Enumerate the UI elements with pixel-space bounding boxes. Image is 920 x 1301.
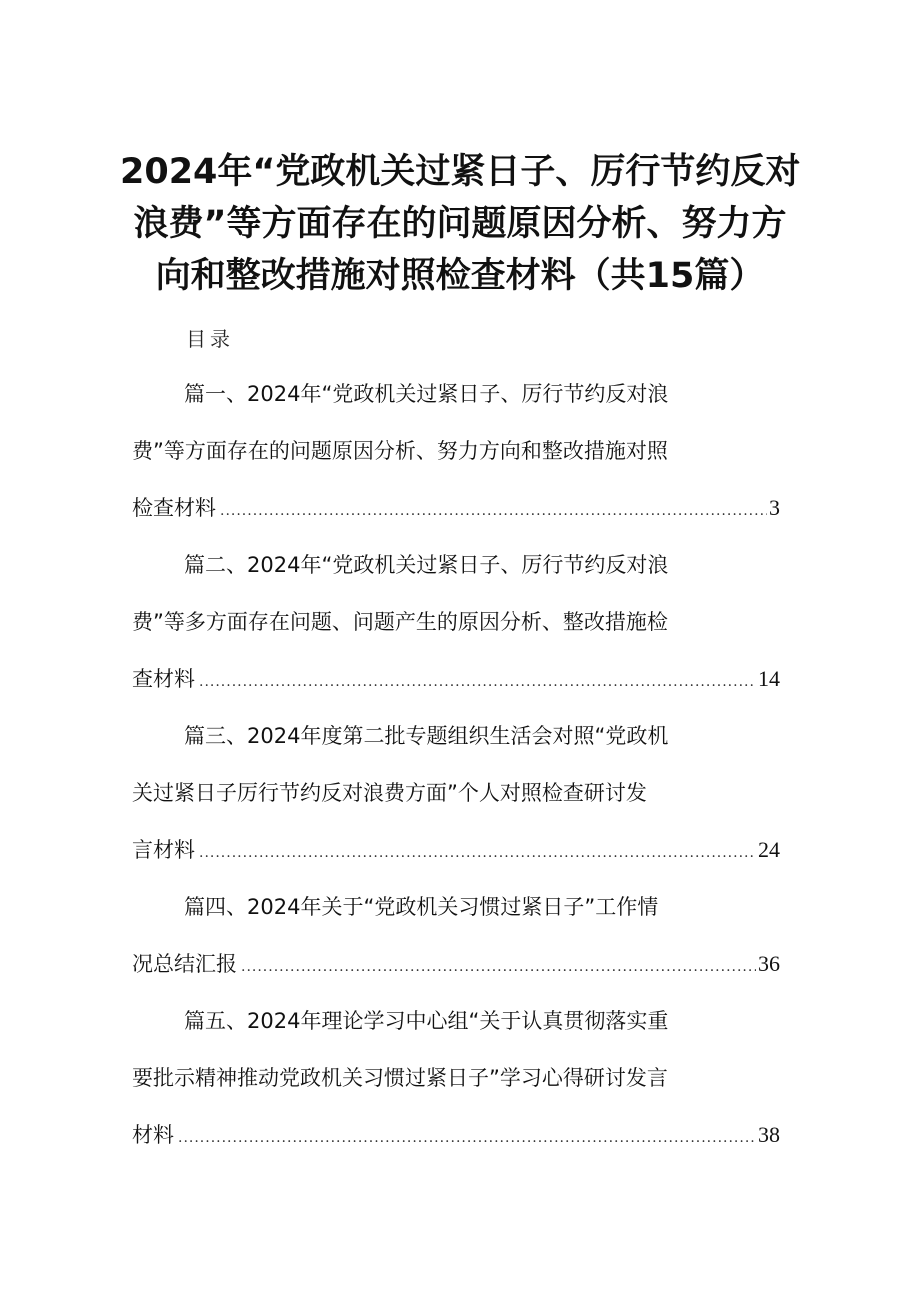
title-line-3: 向和整改措施对照检查材料（共15篇） xyxy=(155,256,765,296)
dot-leader xyxy=(178,1114,756,1162)
toc-entry-text: 检查材料 xyxy=(132,496,216,520)
toc-entry-text: 篇五、2024年理论学习中心组“关于认真贯彻落实重 xyxy=(184,1009,669,1033)
toc-entry-5[interactable] xyxy=(132,997,780,1168)
dot-leader xyxy=(199,829,756,877)
toc-entry-last-line xyxy=(132,940,780,997)
toc-entry-last-line xyxy=(132,484,780,541)
toc-entry-text: 材料 xyxy=(132,1123,174,1147)
dot-leader xyxy=(241,943,756,991)
toc-entry-text: 篇一、2024年“党政机关过紧日子、厉行节约反对浪 xyxy=(184,382,669,406)
toc-entry-text: 费”等多方面存在问题、问题产生的原因分析、整改措施检 xyxy=(132,610,668,634)
toc-page-number: 36 xyxy=(758,951,780,976)
toc-heading: 目录 xyxy=(186,327,234,351)
toc-entry-text: 关过紧日子厉行节约反对浪费方面”个人对照检查研讨发 xyxy=(132,781,647,805)
title-line-1: 2024年“党政机关过紧日子、厉行节约反对 xyxy=(120,152,801,192)
dot-leader xyxy=(220,487,767,535)
toc-entry-text: 费”等方面存在的问题原因分析、努力方向和整改措施对照 xyxy=(132,439,668,463)
toc-entry-text: 篇四、2024年关于“党政机关习惯过紧日子”工作情 xyxy=(184,895,659,919)
document-title xyxy=(120,146,800,302)
toc-entry-last-line xyxy=(132,1111,780,1168)
toc-page-number: 24 xyxy=(758,837,780,862)
toc-entry-3[interactable] xyxy=(132,712,780,883)
toc-entry-text: 篇二、2024年“党政机关过紧日子、厉行节约反对浪 xyxy=(184,553,669,577)
table-of-contents xyxy=(132,370,780,1168)
toc-entry-text: 要批示精神推动党政机关习惯过紧日子”学习心得研讨发言 xyxy=(132,1066,668,1090)
toc-entry-last-line xyxy=(132,826,780,883)
dot-leader xyxy=(199,658,756,706)
toc-entry-4[interactable] xyxy=(132,883,780,997)
toc-page-number: 3 xyxy=(769,495,780,520)
toc-entry-text: 言材料 xyxy=(132,838,195,862)
toc-entry-2[interactable] xyxy=(132,541,780,712)
toc-page-number: 14 xyxy=(758,666,780,691)
toc-entry-text: 况总结汇报 xyxy=(132,952,237,976)
toc-entry-text: 篇三、2024年度第二批专题组织生活会对照“党政机 xyxy=(184,724,669,748)
title-line-2: 浪费”等方面存在的问题原因分析、努力方 xyxy=(133,204,787,244)
toc-page-number: 38 xyxy=(758,1122,780,1147)
toc-entry-text: 查材料 xyxy=(132,667,195,691)
toc-entry-last-line xyxy=(132,655,780,712)
toc-entry-1[interactable] xyxy=(132,370,780,541)
